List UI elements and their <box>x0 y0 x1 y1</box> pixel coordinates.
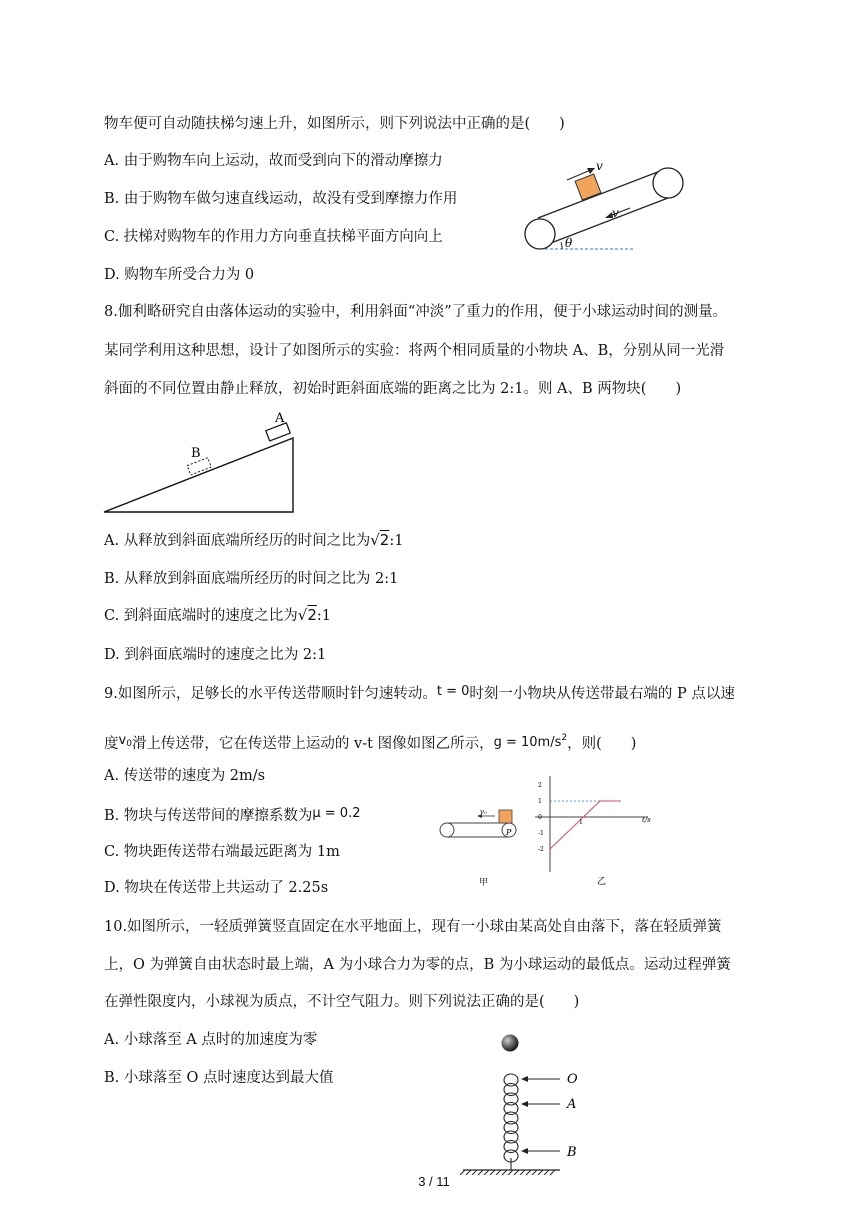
vt-data-point <box>619 800 621 802</box>
y-tick-label: -1 <box>538 830 544 837</box>
upper-roller <box>653 168 683 198</box>
q9-option-b <box>104 804 360 826</box>
q7-option-b: B. 由于购物车做匀速直线运动，故没有受到摩擦力作用 <box>104 191 458 207</box>
spring-loop <box>504 1084 518 1096</box>
belt-top-edge <box>538 168 668 218</box>
formula-t0: t = 0 <box>436 684 470 699</box>
q8-option-d: D. 到斜面底端时的速度之比为 2:1 <box>104 647 327 663</box>
q9-line2-mid: 滑上传送带，它在传送带上运动的 v-t 图像如图乙所示， <box>131 736 494 752</box>
label-a: A <box>567 1097 577 1112</box>
q7-option-c: C. 扶梯对购物车的作用力方向垂直扶梯平面方向向上 <box>104 229 443 245</box>
page-total: 11 <box>436 1174 450 1189</box>
q8-option-b: B. 从释放到斜面底端所经历的时间之比为 2:1 <box>104 571 399 587</box>
q8-option-a-text: A. 从释放到斜面底端所经历的时间之比为 <box>104 533 371 549</box>
sqrt-symbol: √ <box>370 531 380 549</box>
vt-series-line <box>550 801 620 849</box>
v-subscript: 0 <box>126 739 132 749</box>
spring-loop <box>504 1074 518 1086</box>
formula-v0 <box>119 733 132 748</box>
caption-jia: 甲 <box>479 878 489 888</box>
q7-stem: 物车便可自动随扶梯匀速上升，如图所示，则下列说法中正确的是( ) <box>104 116 565 132</box>
q9-stem-line-2 <box>104 728 636 754</box>
ball <box>502 1035 519 1052</box>
label-theta: θ <box>565 236 573 250</box>
label-v-belt: v <box>612 206 619 220</box>
q10-stem-line-3: 在弹性限度内，小球视为质点，不计空气阻力。则下列说法正确的是( ) <box>104 994 580 1010</box>
formula-g <box>494 735 568 750</box>
q9-stem-line-1 <box>104 682 735 704</box>
q10-stem-line-1: 10.如图所示，一轻质弹簧竖直固定在水平地面上，现有一小球由某高处自由落下，落在轻质弹簧 <box>104 919 722 935</box>
label-b: B <box>191 446 201 461</box>
q7-option-a: A. 由于购物车向上运动，故而受到向下的滑动摩擦力 <box>104 153 443 169</box>
spring-figure <box>455 1030 595 1175</box>
q10-option-b: B. 小球落至 O 点时速度达到最大值 <box>104 1070 334 1086</box>
spring-coil <box>504 1074 518 1162</box>
q9-option-b-text: B. 物块与传送带间的摩擦系数为 <box>104 808 313 824</box>
label-b: B <box>567 1145 577 1160</box>
vt-graph <box>530 772 660 890</box>
y-tick-label: 2 <box>538 782 542 789</box>
q10-stem-line-2: 上，O 为弹簧自由状态时最上端，A 为小球合力为零的点，B 为小球运动的最低点。运动过程弹簧 <box>104 957 731 973</box>
incline-figure <box>100 408 300 518</box>
sqrt-arg: 2 <box>307 606 317 624</box>
q9-line2-prefix: 度 <box>104 736 119 752</box>
q7-option-d: D. 购物车所受合力为 0 <box>104 267 255 283</box>
q9-line1-suffix: 时刻一小物块从传送带最右端的 P 点以速 <box>469 686 735 702</box>
q9-option-a: A. 传送带的速度为 2m/s <box>104 768 266 784</box>
q10-option-a: A. 小球落至 A 点时的加速度为零 <box>104 1032 318 1048</box>
lower-roller <box>525 219 555 249</box>
ratio-suffix: :1 <box>389 533 404 549</box>
caption-yi: 乙 <box>597 877 607 887</box>
page-number <box>0 1174 868 1189</box>
q8-stem-line-1: 8.伽利略研究自由落体运动的实验中，利用斜面“冲淡”了重力的作用，便于小球运动时间的测量。 <box>104 304 728 320</box>
q8-stem-line-2: 某同学利用这种思想，设计了如图所示的实验：将两个相同质量的小物块 A、B，分别从同一光滑 <box>104 343 725 359</box>
g-value: g = 10m/s <box>493 735 562 750</box>
q8-option-c-text: C. 到斜面底端时的速度之比为 <box>104 608 298 624</box>
v-symbol: v <box>118 733 127 748</box>
q9-option-d: D. 物块在传送带上共运动了 2.25s <box>104 880 329 896</box>
y-tick-label: -2 <box>538 846 544 853</box>
sqrt-arg: 2 <box>379 531 390 549</box>
q9-line2-suffix: ，则( ) <box>567 736 637 752</box>
cart-block <box>575 174 601 200</box>
sqrt-symbol: √ <box>297 606 308 624</box>
spring-loop <box>504 1103 518 1115</box>
page-separator: / <box>425 1174 437 1189</box>
q8-stem-line-3: 斜面的不同位置由静止释放，初始时距斜面底端的距离之比为 2:1。则 A、B 两物块( ) <box>104 381 682 397</box>
conveyor-figure <box>435 805 525 890</box>
vt-data-point <box>599 800 601 802</box>
formula-mu: μ = 0.2 <box>312 806 361 821</box>
label-1: 1 <box>579 819 583 826</box>
label-v0: v₀ <box>480 808 487 816</box>
y-tick-label: 1 <box>538 798 542 805</box>
spring-loop <box>504 1093 518 1105</box>
spring-loop <box>504 1131 518 1143</box>
q9-option-c: C. 物块距传送带右端最远距离为 1m <box>104 844 340 860</box>
block-on-belt <box>499 810 512 823</box>
label-a: A <box>275 411 285 426</box>
escalator-figure <box>515 155 695 260</box>
spring-loop <box>504 1112 518 1124</box>
label-o: O <box>567 1072 578 1087</box>
q8-option-c <box>104 605 331 626</box>
ratio-suffix: :1 <box>316 608 332 624</box>
label-p: P <box>506 828 512 837</box>
vt-data-point <box>549 848 551 850</box>
spring-loop <box>504 1122 518 1134</box>
page-current: 3 <box>418 1174 426 1189</box>
label-v-top: v <box>596 159 603 173</box>
q9-line1-prefix: 9.如图所示，足够长的水平传送带顺时针匀速转动。 <box>104 686 437 702</box>
y-tick-label: 0 <box>538 814 542 821</box>
belt-bottom-edge <box>538 198 668 248</box>
axis-label-t: t/s <box>642 816 651 824</box>
left-pulley <box>440 823 454 837</box>
g-exponent: 2 <box>561 733 568 743</box>
q8-option-a <box>104 530 403 551</box>
spring-loop <box>504 1141 518 1153</box>
angle-arc <box>561 242 562 249</box>
